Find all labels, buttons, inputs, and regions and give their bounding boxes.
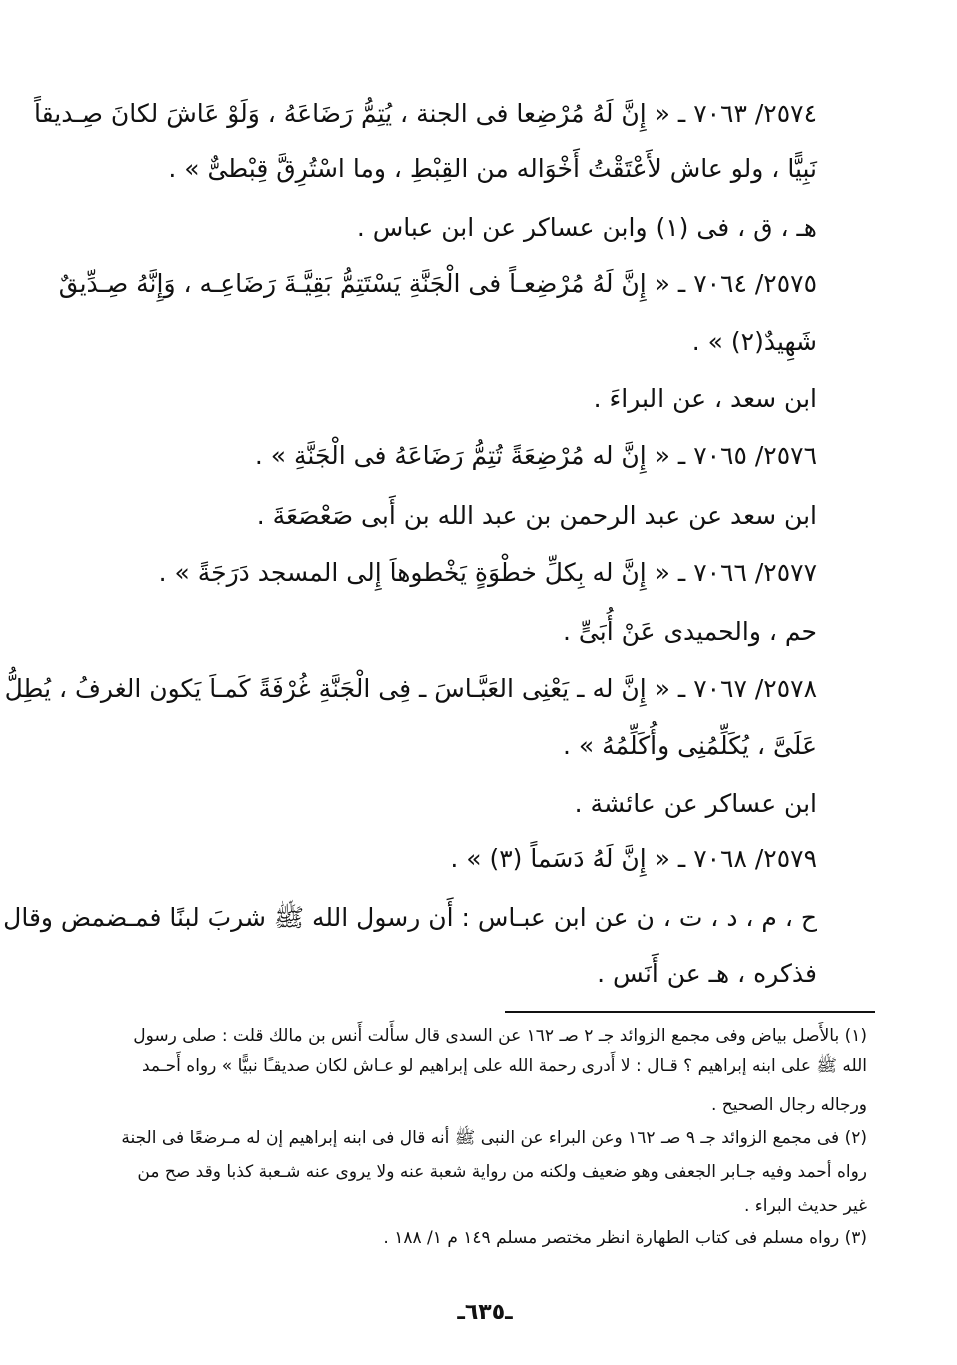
source-2578: ابن عساكر عن عائشة . <box>574 789 817 818</box>
source-2577: حم ، والحميدى عَنْ أُبَىٍّ . <box>563 617 817 646</box>
footnote-3: (٣) رواه مسلم فى كتاب الطهارة انظر مختصر مسلم ١٤٩ م ١/ ١٨٨ . <box>383 1228 867 1248</box>
source-2574: هـ ، ق ، فى (١) وابن عساكر عن ابن عباس . <box>356 213 817 242</box>
footnote-separator <box>505 1011 875 1013</box>
page-number: ـ٦٣٥ـ <box>457 1300 513 1325</box>
footnote-1-line-3: ورجاله رجال الصحيح . <box>711 1095 867 1115</box>
hadith-2578-line-2: عَلَىَّ ، يُكَلِّمُنِى وأُكَلِّمُهُ » . <box>562 731 817 760</box>
source-2579-line-1: ح ، م ، د ، ت ، ن عن ابن عبـاس : أَن رسول الله ﷺ شربَ لبنًا فمـضمض وقال <box>3 903 817 932</box>
source-2579-line-2: فذكره ، هـ عن أَنَس . <box>597 959 817 988</box>
hadith-2577: ٢٥٧٧/ ٧٠٦٦ ـ « إِنَّ له بِكلِّ خطْوَةٍ يَخْطوهاَ إِلى المسجد دَرَجَةً » . <box>158 558 817 587</box>
hadith-2576: ٢٥٧٦/ ٧٠٦٥ ـ « إِنَّ له مُرْضِعَةً تُتِمُّ رَضَاعَهُ فى الْجَنَّةِ » . <box>254 441 817 470</box>
footnote-2-line-3: غير حديث البراء . <box>743 1196 867 1216</box>
hadith-2578-line-1: ٢٥٧٨/ ٧٠٦٧ ـ « إِنَّ له ـ يَعْنِى العَبَّـاسَ ـ فِى الْجَنَّةِ غُرْفَةً كَمـاَ يَكون الغرفُ ، يُطِلُّ <box>4 674 817 703</box>
source-2575: ابن سعد ، عن البراءَ . <box>593 384 817 413</box>
hadith-2575-line-2: شَهِيدٌ(٢) » . <box>691 327 817 356</box>
hadith-2574-line-2: نَبِيًّا ، ولو عاش لأَعْتَقْتُ أَخْوَاله من القِبْطِ ، وما اسْتُرِقَّ قِبْطىٌّ » . <box>168 154 817 183</box>
footnote-2-line-2: رواه أحمد وفيه جـابر الجعفى وهو ضعيف ولكنه من رواية شعبة عنه ولا يروى عنه شـعبة كذبا وقد صح من <box>137 1162 867 1182</box>
hadith-2574-line-1: ٢٥٧٤/ ٧٠٦٣ ـ « إِنَّ لَهُ مُرْضِعا فى الجنة ، يُتِمُّ رَضَاعَهُ ، وَلَوْ عَاشَ لكانَ صِـديقاً <box>34 99 817 128</box>
footnote-2-line-1: (٢) فى مجمع الزوائد جـ ٩ صـ ١٦٢ وعن البراء عن النبى ﷺ أنه قال فى ابنه إبراهيم إن له مـرضعًا فى الجنة <box>121 1128 867 1148</box>
hadith-2575-line-1: ٢٥٧٥/ ٧٠٦٤ ـ « إِنَّ لَهُ مُرْضِعـاً فى الْجَنَّةِ يَسْتَتِمُّ بَقِيَّـةَ رَضَاعِـه ، وَإِنَّهُ صِـدِّيقٌ <box>58 269 817 298</box>
footnote-1-line-1: (١) بالأَصل بياض وفى مجمع الزوائد جـ ٢ صـ ١٦٢ عن السدى قال سأَلت أَنس بن مالك قلت : صلى رسول <box>133 1026 867 1046</box>
footnote-1-line-2: الله ﷺ على ابنه إبراهيم ؟ قـال : لا أَدرى رحمة الله على إبراهيم لو عـاش لكان صديقـًا نبيًّا » رواه أَحـمد <box>141 1056 867 1076</box>
hadith-2579: ٢٥٧٩/ ٧٠٦٨ ـ « إِنَّ لَهُ دَسَماً (٣) » . <box>450 844 817 873</box>
source-2576: ابن سعد عن عبد الرحمن بن عبد الله بن أَبى صَعْصَعَةَ . <box>256 501 817 530</box>
